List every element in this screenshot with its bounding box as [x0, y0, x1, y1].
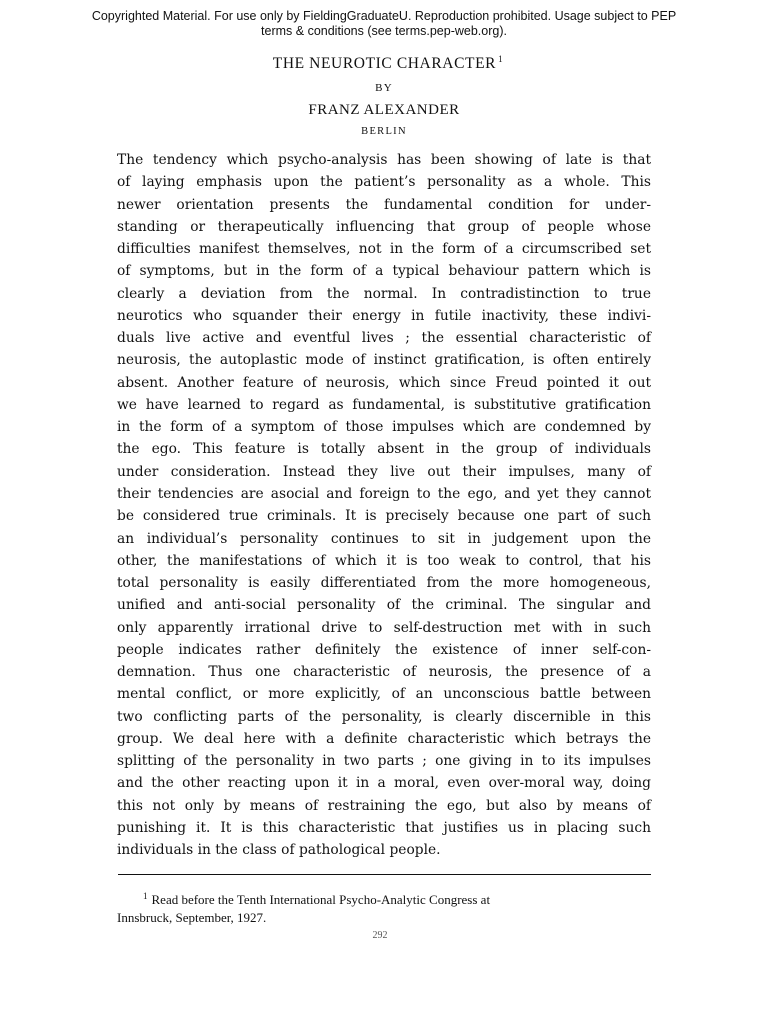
body-line: mental conflict, or more explicitly, of an unconscious battle between — [117, 686, 651, 703]
body-line: clearly a deviation from the normal. In contradistinction to true — [117, 285, 651, 302]
footnote-line-2: Innsbruck, September, 1927. — [117, 910, 267, 925]
body-line: of symptoms, but in the form of a typical behaviour pattern which is — [117, 263, 651, 280]
body-line: total personality is easily differentiated from the more homogeneous, — [117, 575, 651, 592]
article-title-text: THE NEUROTIC CHARACTER — [272, 55, 497, 72]
body-line: we have learned to regard as fundamental, is substitutive gratification — [117, 396, 651, 413]
copyright-notice-line-2: terms & conditions (see terms.pep-web.org). — [261, 24, 507, 38]
article-title — [0, 54, 768, 73]
body-line: under consideration. Instead they live out their impulses, many of — [117, 463, 651, 480]
body-line: this not only by means of restraining the ego, but also by means of — [117, 797, 651, 814]
body-line: the ego. This feature is totally absent in the group of individuals — [117, 441, 651, 458]
page-number: 292 — [372, 930, 388, 941]
body-line: two conflicting parts of the personality, is clearly discernible in this — [117, 708, 651, 725]
body-line: people indicates rather definitely the existence of inner self-con- — [117, 641, 651, 658]
body-line: absent. Another feature of neurosis, which since Freud pointed it out — [117, 374, 651, 391]
footnote-line-1 — [117, 886, 651, 907]
body-line: neurotics who squander their energy in futile inactivity, these indivi- — [117, 307, 651, 324]
body-line: unified and anti-social personality of the criminal. The singular and — [117, 597, 651, 614]
body-line: splitting of the personality in two parts ; one giving in to its impulses — [117, 753, 651, 770]
copyright-notice-line-1: Copyrighted Material. For use only by FieldingGraduateU. Reproduction prohibited. Usage subject to PEP — [91, 9, 677, 23]
body-line: individuals in the class of pathological people. — [117, 842, 441, 859]
body-line: standing or therapeutically influencing that group of people whose — [117, 218, 651, 235]
copyright-notice — [20, 9, 748, 39]
footnote — [117, 886, 651, 928]
body-line: neurosis, the autoplastic mode of instinct gratification, is often entirely — [117, 352, 651, 369]
author-city: BERLIN — [361, 126, 407, 137]
footnote-divider — [118, 874, 651, 875]
body-line: an individual’s personality continues to sit in judgement upon the — [117, 530, 651, 547]
body-line: punishing it. It is this characteristic that justifies us in placing such — [117, 819, 651, 836]
body-line: their tendencies are asocial and foreign to the ego, and yet they cannot — [117, 485, 651, 502]
author-name: FRANZ ALEXANDER — [308, 102, 460, 118]
body-line: and the other reacting upon it in a moral, even over-moral way, doing — [117, 775, 651, 792]
body-line: be considered true criminals. It is precisely because one part of such — [117, 508, 651, 525]
body-line: other, the manifestations of which it is too weak to control, that his — [117, 552, 651, 569]
footnote-marker: 1 — [143, 891, 148, 901]
body-line: demnation. Thus one characteristic of neurosis, the presence of a — [117, 664, 651, 681]
body-line: of laying emphasis upon the patient’s personality as a whole. This — [117, 174, 651, 191]
byline-label: BY — [375, 82, 393, 94]
body-line: duals live active and eventful lives ; the essential characteristic of — [117, 330, 651, 347]
body-line: difficulties manifest themselves, not in the form of a circumscribed set — [117, 241, 651, 258]
body-line: The tendency which psycho-analysis has been showing of late is that — [117, 152, 651, 168]
body-line: in the form of a symptom of those impulses which are condemned by — [117, 419, 651, 436]
title-footnote-marker[interactable]: 1 — [498, 54, 504, 64]
article-body — [117, 149, 651, 862]
footnote-text-1: Read before the Tenth International Psycho-Analytic Congress at — [151, 892, 491, 907]
body-line: group. We deal here with a definite characteristic which betrays the — [117, 730, 651, 747]
body-line: only apparently irrational drive to self-destruction met with in such — [117, 619, 651, 636]
body-line: newer orientation presents the fundamental condition for under- — [117, 196, 651, 213]
